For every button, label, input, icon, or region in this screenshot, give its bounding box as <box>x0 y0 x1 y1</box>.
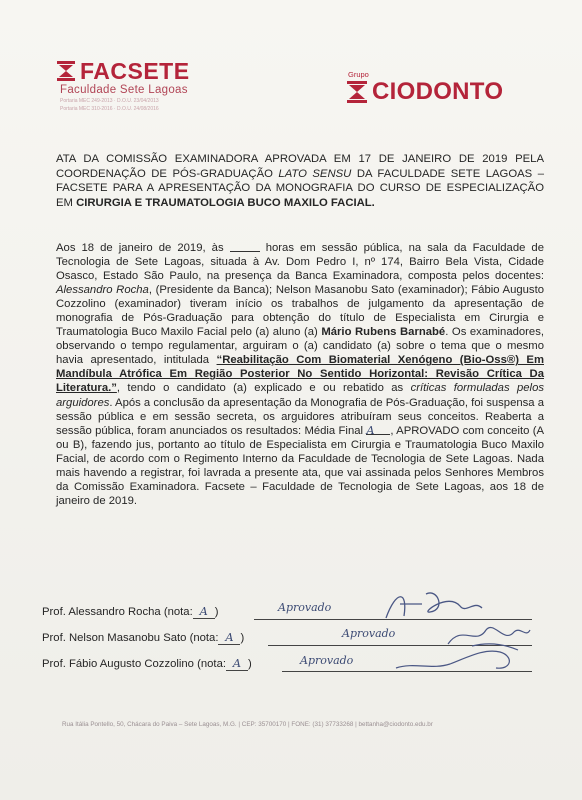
hour-blank-field <box>230 241 260 252</box>
signature-written-1: Aprovado <box>278 601 332 614</box>
body-text-1: Aos 18 de janeiro de 2019, às <box>56 242 230 254</box>
signature-label-2: Prof. Nelson Masanobu Sato (nota: A ) <box>42 631 245 644</box>
footer-address: Rua Itália Pontello, 50, Chácara do Paiva – Sete Lagoas, M.G. | CEP: 35700170 | FONE: (31) 37733268 | bettanha@ciodonto.edu.br <box>62 721 433 728</box>
body-student-name: Mário Rubens Barnabé <box>321 326 446 339</box>
final-grade-field: A <box>366 424 390 435</box>
document-title <box>56 152 544 210</box>
title-part-1: ATA DA COMISSÃO EXAMINADORA APROVADA EM 17 DE JANEIRO DE 2019 PELA COORDENAÇÃO DE PÓS-GRADUAÇÃO <box>56 153 544 180</box>
document-body <box>56 241 544 508</box>
facsete-logo-name: FACSETE <box>80 58 190 84</box>
facsete-logo-faint-1: Portaria MEC 249-2013 · D.O.U. 23/04/2013 <box>60 98 159 104</box>
signature-written-2: Aprovado <box>342 627 396 640</box>
body-text-2: horas em sessão pública, na sala da Faculdade de Tecnologia de Sete Lagoas, situada à Av. Dom Pedro I, nº 174, Bairro Bela Vista, Cidade Osasco, Estado São Paulo, na presença da Banca Examinadora, composta pelos docentes: <box>56 242 544 283</box>
ciodonto-group-label: Grupo <box>348 70 369 79</box>
signature-grade-1: A <box>193 605 215 619</box>
facsete-logo-faint-2: Portaria MEC 310-2016 · D.O.U. 24/08/2016 <box>60 106 159 112</box>
signature-label-1: Prof. Alessandro Rocha (nota: A ) <box>42 605 219 618</box>
facsete-logo <box>56 60 256 112</box>
signature-label-3: Prof. Fábio Augusto Cozzolino (nota: A ) <box>42 657 252 670</box>
body-text-7: , APROVADO com conceito (A ou B), fazendo jus, portanto ao título de Especialista em Cirurgia e Traumatologia Buco Maxilo Facial, de acordo com o Regimento Interno da Faculdade de Tecnologia de Sete Lagoas. Nada mais havendo a registrar, foi lavrada a presente ata, que vai assinada pelos Senhores Membros da Comissão Examinadora. Facsete – Faculdade de Tecnologia de Sete Lagoas, aos 18 de janeiro de 2019. <box>56 424 544 507</box>
facsete-logo-subtitle: Faculdade Sete Lagoas <box>60 84 188 96</box>
title-course: CIRURGIA E TRAUMATOLOGIA BUCO MAXILO FACIAL. <box>76 196 375 209</box>
body-text-3: , (Presidente da Banca); Nelson Masanobu Sato (examinador); Fábio Augusto Cozzolino (examinador) tiveram início os trabalhos de julgamento da apresentação de monografia de Pós-Graduação para obtenção do título de Especialista em Cirurgia e Traumatologia Buco Maxilo Facial pelo (a) aluno (a) <box>56 284 545 339</box>
facsete-mark-icon <box>56 60 76 82</box>
signature-row-3 <box>42 654 532 676</box>
ciodonto-logo-name: CIODONTO <box>372 78 504 105</box>
signature-grade-2: A <box>218 631 240 645</box>
title-lato-sensu: LATO SENSU <box>278 167 352 180</box>
title-part-2: DA FACULDADE SETE LAGOAS – FACSETE PARA A APRESENTAÇÃO DA MONOGRAFIA DO CURSO DE ESPECIALIZAÇÃO EM <box>56 167 544 209</box>
body-text-5: , tendo o candidato (a) explicado e ou rebatido as <box>116 382 411 395</box>
body-text-6: . Após a conclusão da apresentação da Monografia de Pós-Graduação, foi suspensa a sessão pública e em sessão secreta, os arguidores atribuíram seus conceitos. Reaberta a sessão pública, foram anunciados os resultados: Média Final <box>56 396 544 437</box>
signature-scribble-1 <box>378 586 488 624</box>
body-member-president: Alessandro Rocha <box>56 284 149 297</box>
signature-scribble-3 <box>392 640 532 674</box>
ciodonto-mark-icon <box>346 80 368 104</box>
signature-written-3: Aprovado <box>300 654 354 667</box>
signature-grade-3: A <box>226 657 248 671</box>
body-thesis-title: “Reabilitação Com Biomaterial Xenógeno (Bio-Oss®) Em Mandíbula Atrófica Em Região Posterior No Sentido Horizontal: Revisão Crítica Da Literatura.” <box>56 354 544 395</box>
body-criticas: críticas formuladas pelos arguidores <box>56 382 544 409</box>
ciodonto-logo <box>346 70 536 104</box>
body-text-4: . Os examinadores, observando o tempo regulamentar, arguiram o (a) candidato (a) sobre o tema que o mesmo havia apresentado, intitulada <box>56 326 544 367</box>
